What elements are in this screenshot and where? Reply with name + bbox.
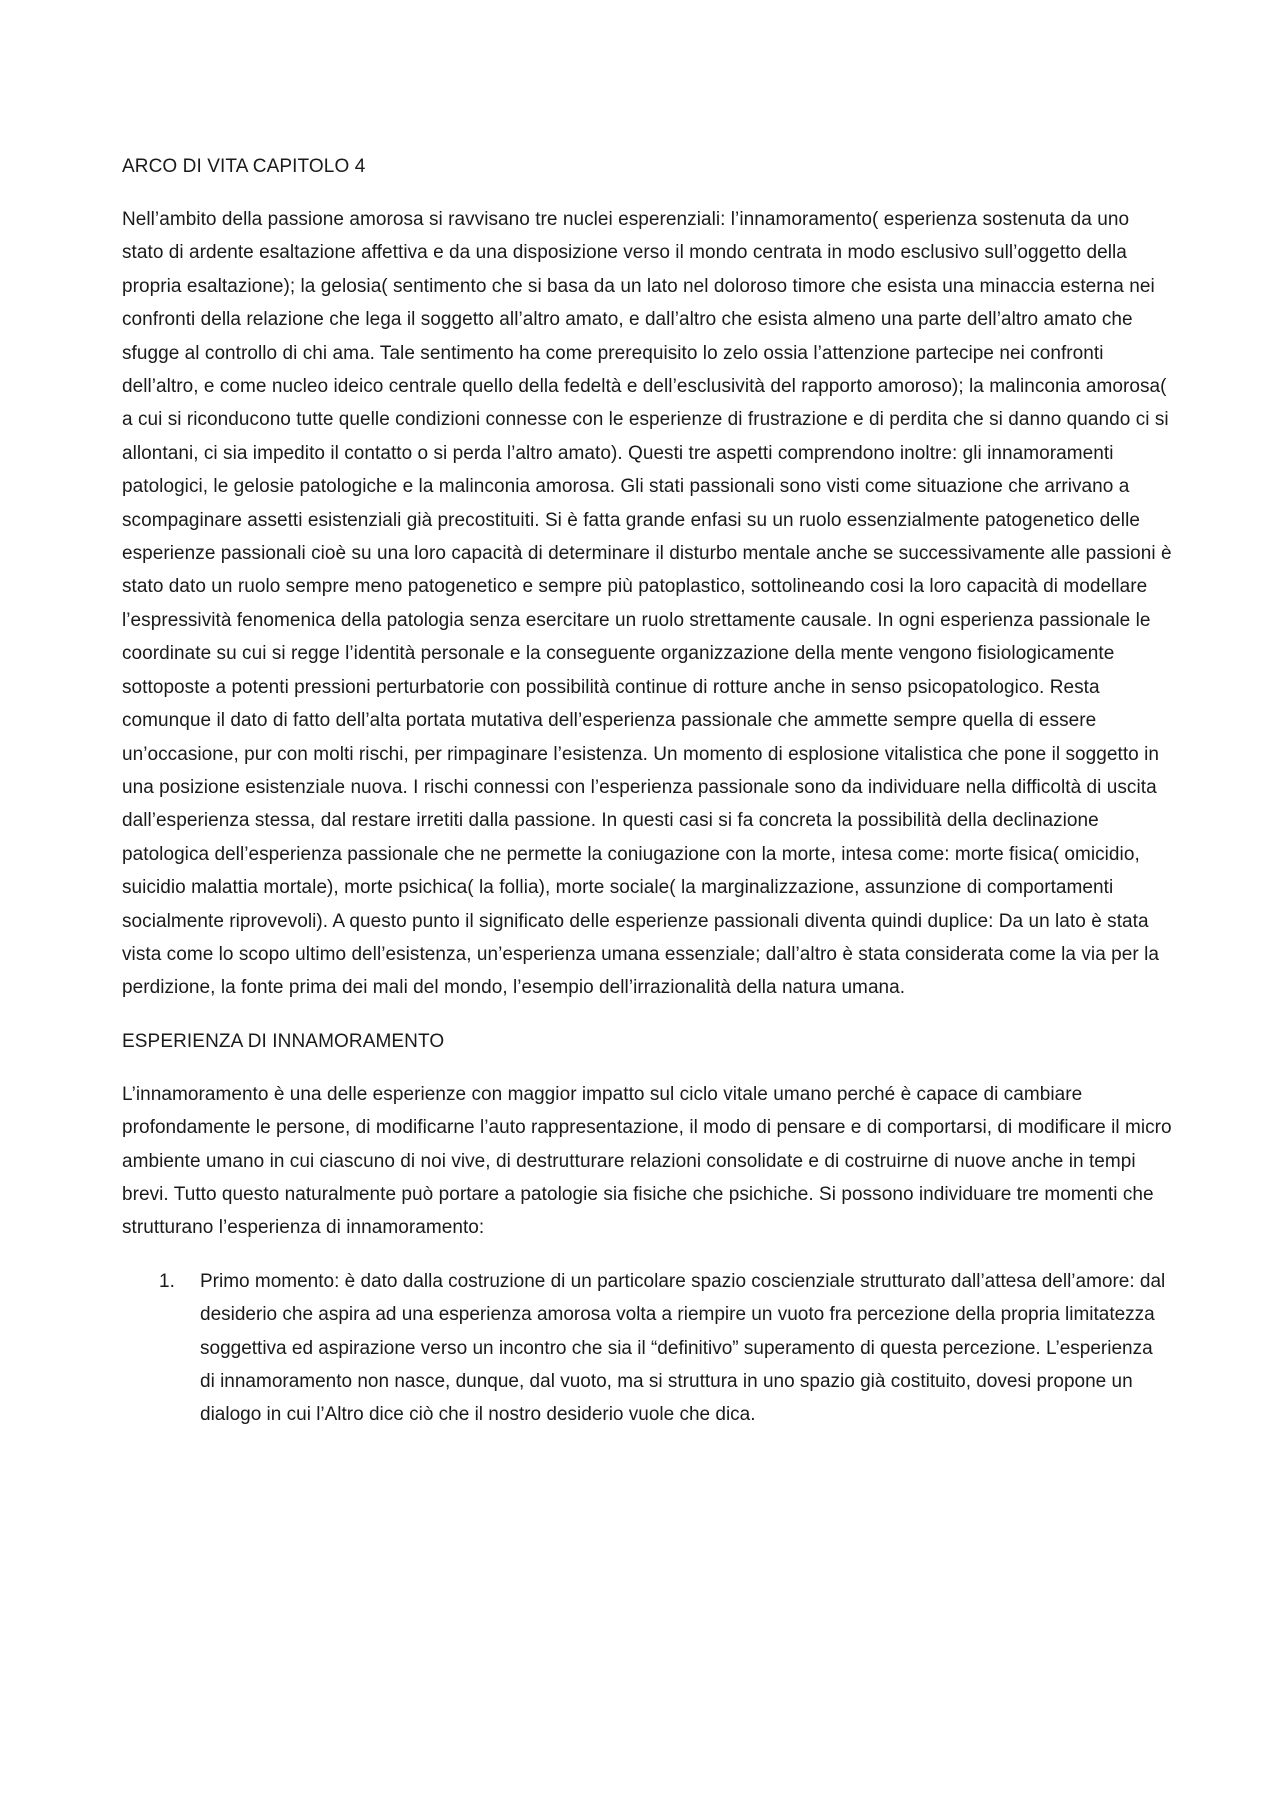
document-title: ARCO DI VITA CAPITOLO 4 xyxy=(122,156,366,177)
intro-paragraph: Nell’ambito della passione amorosa si ravvisano tre nuclei esperenziali: l’innamoramento( esperienza sostenuta da uno stato di ardente esaltazione affettiva e da una disposizione verso il mondo centrata in modo esclusivo sull’oggetto della propria esaltazione); la gelosia( sentimento che si basa da un lato nel doloroso timore che esista una minaccia esterna nei confronti della relazione che lega il soggetto all’altro amato, e dall’altro che esista almeno una parte dell’altro amato che sfugge al controllo di chi ama. Tale sentimento ha come prerequisito lo zelo ossia l’attenzione partecipe nei confronti dell’altro, e come nucleo ideico centrale quello della fedeltà e dell’esclusività del rapporto amoroso); la malinconia amorosa( a cui si riconducono tutte quelle condizioni connesse con le esperienze di frustrazione e di perdita che si danno quando ci si allontani, ci sia impedito il contatto o si perda l’altro amato). Questi tre aspetti comprendono inoltre: gli innamoramenti patologici, le gelosie patologiche e la malinconia amorosa. Gli stati passionali sono visti come situazione che arrivano a scompaginare assetti esistenziali già precostituiti. Si è fatta grande enfasi su un ruolo essenzialmente patogenetico delle esperienze passionali cioè su una loro capacità di determinare il disturbo mentale anche se successivamente alle passioni è stato dato un ruolo sempre meno patogenetico e sempre più patoplastico, sottolineando cosi la loro capacità di modellare l’espressività fenomenica della patologia senza esercitare un ruolo strettamente causale. In ogni esperienza passionale le coordinate su cui si regge l’identità personale e la conseguente organizzazione della mente vengono fisiologicamente sottoposte a potenti pressioni perturbatorie con possibilità continue di rotture anche in senso psicopatologico. Resta comunque il dato di fatto dell’alta portata mutativa dell’esperienza passionale che ammette sempre quella di essere un’occasione, pur con molti rischi, per rimpaginare l’esistenza. Un momento di esplosione vitalistica che pone il soggetto in una posizione esistenziale nuova. I rischi connessi con l’esperienza passionale sono da individuare nella difficoltà di uscita dall’esperienza stessa, dal restare irretiti dalla passione. In questi casi si fa concreta la possibilità della declinazione patologica dell’esperienza passionale che ne permette la coniugazione con la morte, intesa come: morte fisica( omicidio, suicidio malattia mortale), morte psichica( la follia), morte sociale( la marginalizzazione, assunzione di comportamenti socialmente riprovevoli). A questo punto il significato delle esperienze passionali diventa quindi duplice: Da un lato è stata vista come lo scopo ultimo dell’esistenza, un’esperienza umana essenziale; dall’altro è stata considerata come la via per la perdizione, la fonte prima dei mali del mondo, l’esempio dell’irrazionalità della natura umana. xyxy=(122,209,1172,999)
moments-list xyxy=(122,1265,1172,1432)
list-item-text: Primo momento: è dato dalla costruzione di un particolare spazio coscienziale strutturato dall’attesa dell’amore: dal desiderio che aspira ad una esperienza amorosa volta a riempire un vuoto fra percezione della propria limitatezza soggettiva ed aspirazione verso un incontro che sia il “definitivo” superamento di questa percezione. L’esperienza di innamoramento non nasce, dunque, dal vuoto, ma si struttura in uno spazio già costituito, dovesi propone un dialogo in cui l’Altro dice ciò che il nostro desiderio vuole che dica. xyxy=(200,1270,1166,1426)
list-item-number: 1. xyxy=(159,1270,175,1292)
list-item xyxy=(122,1265,1172,1432)
section-paragraph: L’innamoramento è una delle esperienze con maggior impatto sul ciclo vitale umano perché è capace di cambiare profondamente le persone, di modificarne l’auto rappresentazione, il modo di pensare e di comportarsi, di modificare il micro ambiente umano in cui ciascuno di noi vive, di destrutturare relazioni consolidate e di costruirne di nuove anche in tempi brevi. Tutto questo naturalmente può portare a patologie sia fisiche che psichiche. Si possono individuare tre momenti che strutturano l’esperienza di innamoramento: xyxy=(122,1083,1172,1239)
section-heading: ESPERIENZA DI INNAMORAMENTO xyxy=(122,1030,445,1052)
document-page xyxy=(122,150,1172,1432)
